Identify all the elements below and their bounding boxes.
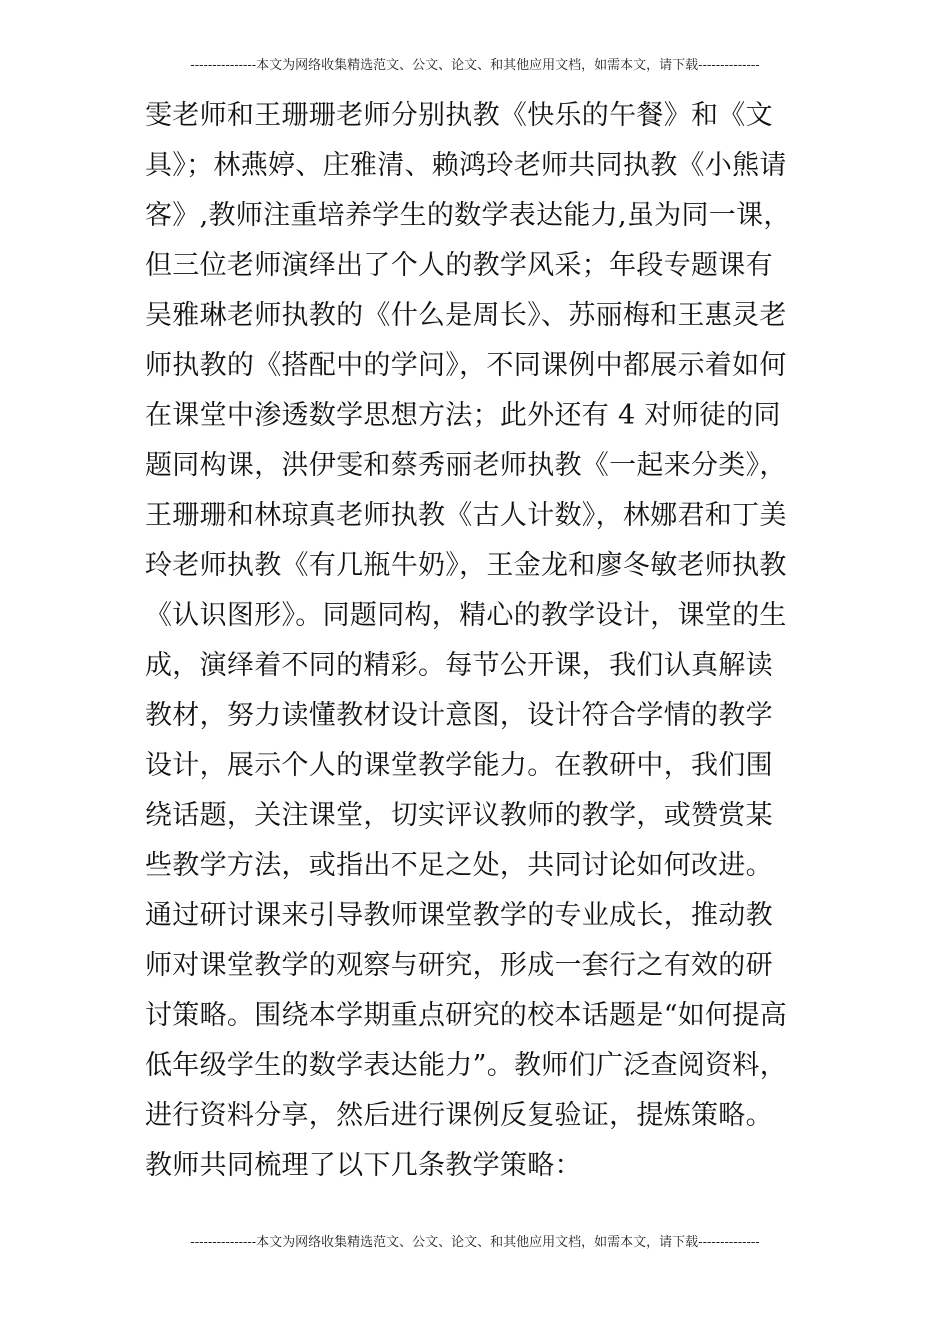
body-line: 师执教的《搭配中的学问》，不同课例中都展示着如何 xyxy=(145,350,787,381)
footer-banner: ---------------本文为网络收集精选范文、公文、论文、和其他应用文档，如需本文，请下载-------------- xyxy=(190,1235,760,1250)
body-line: 低年级学生的数学表达能力”。教师们广泛查阅资料， xyxy=(145,1050,788,1081)
body-line: 客》,教师注重培养学生的数学表达能力,虽为同一课， xyxy=(145,200,791,231)
body-line: 绕话题，关注课堂，切实评议教师的教学，或赞赏某 xyxy=(145,800,773,831)
body-line: 但三位老师演绎出了个人的教学风采；年段专题课有 xyxy=(145,250,773,281)
body-line: 吴雅琳老师执教的《什么是周长》、苏丽梅和王惠灵老 xyxy=(145,300,787,331)
body-line: 设计，展示个人的课堂教学能力。在教研中，我们围 xyxy=(145,750,773,781)
body-line: 《认识图形》。同题同构，精心的教学设计，课堂的生 xyxy=(145,600,787,631)
body-line: 题同构课，洪伊雯和蔡秀丽老师执教《一起来分类》， xyxy=(145,450,787,481)
body-line: 师对课堂教学的观察与研究，形成一套行之有效的研 xyxy=(145,950,773,981)
document-body xyxy=(145,91,825,1191)
body-line: 教师共同梳理了以下几条教学策略： xyxy=(145,1150,582,1181)
body-line: 雯老师和王珊珊老师分别执教《快乐的午餐》和《文 xyxy=(145,100,773,131)
header-banner: ---------------本文为网络收集精选范文、公文、论文、和其他应用文档，如需本文，请下载-------------- xyxy=(190,58,760,73)
body-line: 进行资料分享，然后进行课例反复验证，提炼策略。 xyxy=(145,1100,773,1131)
body-line: 在课堂中渗透数学思想方法；此外还有 4 对师徒的同 xyxy=(145,400,781,431)
body-line: 讨策略。围绕本学期重点研究的校本话题是“如何提高 xyxy=(145,1000,788,1031)
body-line: 教材，努力读懂教材设计意图，设计符合学情的教学 xyxy=(145,700,773,731)
body-line: 成，演绎着不同的精彩。每节公开课，我们认真解读 xyxy=(145,650,773,681)
body-line: 具》；林燕婷、庄雅清、赖鸿玲老师共同执教《小熊请 xyxy=(145,150,787,181)
body-line: 王珊珊和林琼真老师执教《古人计数》，林娜君和丁美 xyxy=(145,500,787,531)
body-line: 玲老师执教《有几瓶牛奶》，王金龙和廖冬敏老师执教 xyxy=(145,550,787,581)
body-line: 些教学方法，或指出不足之处，共同讨论如何改进。 xyxy=(145,850,773,881)
body-line: 通过研讨课来引导教师课堂教学的专业成长，推动教 xyxy=(145,900,773,931)
